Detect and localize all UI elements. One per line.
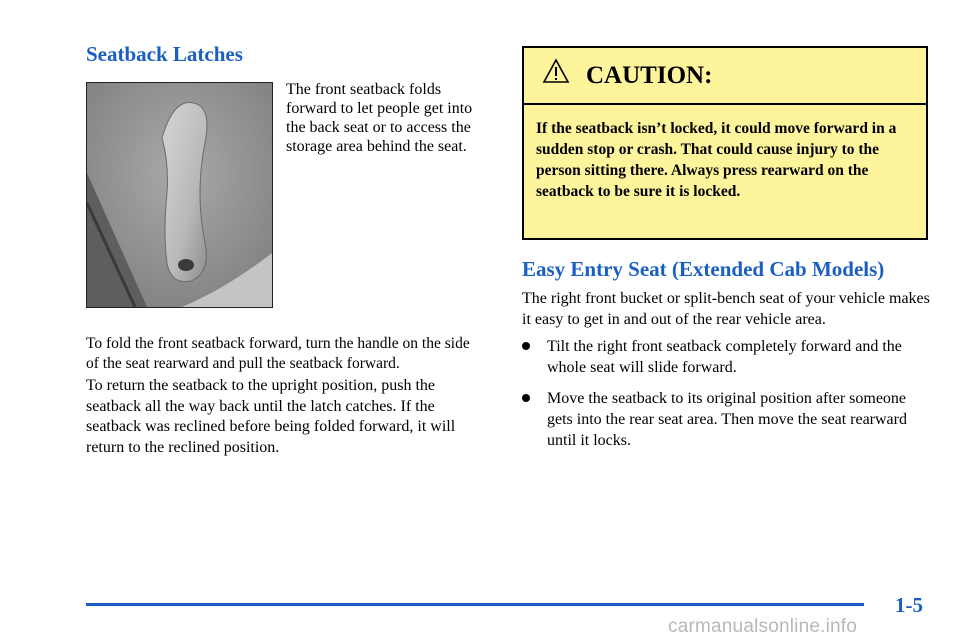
list-item bbox=[522, 336, 932, 378]
caution-body-text: If the seatback isn’t locked, it could move forward in a sudden stop or crash. That could cause injury to the person sitting there. Always press rearward on the seatback to be sure it is locked. bbox=[536, 120, 897, 200]
caution-header bbox=[524, 48, 926, 105]
return-instructions-text: To return the seatback to the upright position, push the seatback all the way back until the latch catches. If the seatback was reclined before being folded forward, it will return to the reclined position. bbox=[86, 377, 456, 456]
caution-title: CAUTION: bbox=[586, 62, 713, 89]
section-heading-easy-entry-seat: Easy Entry Seat (Extended Cab Models) bbox=[522, 257, 885, 281]
bullet-text: Tilt the right front seatback completely forward and the whole seat will slide forward. bbox=[547, 338, 902, 376]
bullet-icon bbox=[522, 342, 530, 350]
footer-rule bbox=[86, 603, 864, 606]
list-item bbox=[522, 388, 932, 451]
caution-box bbox=[522, 46, 928, 240]
seatback-latch-photo bbox=[86, 82, 273, 308]
section-heading-seatback-latches: Seatback Latches bbox=[86, 42, 243, 66]
bullet-text: Move the seatback to its original position after someone gets into the rear seat area. Then move the seat rearward until it locks. bbox=[547, 390, 907, 449]
fold-instructions-text: To fold the front seatback forward, turn the handle on the side of the seat rearward and pull the seatback forward. bbox=[86, 335, 470, 372]
easy-entry-intro-text: The right front bucket or split-bench seat of your vehicle makes it easy to get in and out of the rear vehicle area. bbox=[522, 290, 930, 328]
page-number: 1-5 bbox=[895, 593, 923, 617]
easy-entry-bullet-list bbox=[522, 336, 932, 461]
bullet-icon bbox=[522, 394, 530, 402]
warning-triangle-icon bbox=[542, 58, 570, 84]
seatback-intro-text: The front seatback folds forward to let people get into the back seat or to access the storage area behind the seat. bbox=[286, 81, 473, 155]
watermark-text: carmanualsonline.info bbox=[668, 616, 858, 637]
